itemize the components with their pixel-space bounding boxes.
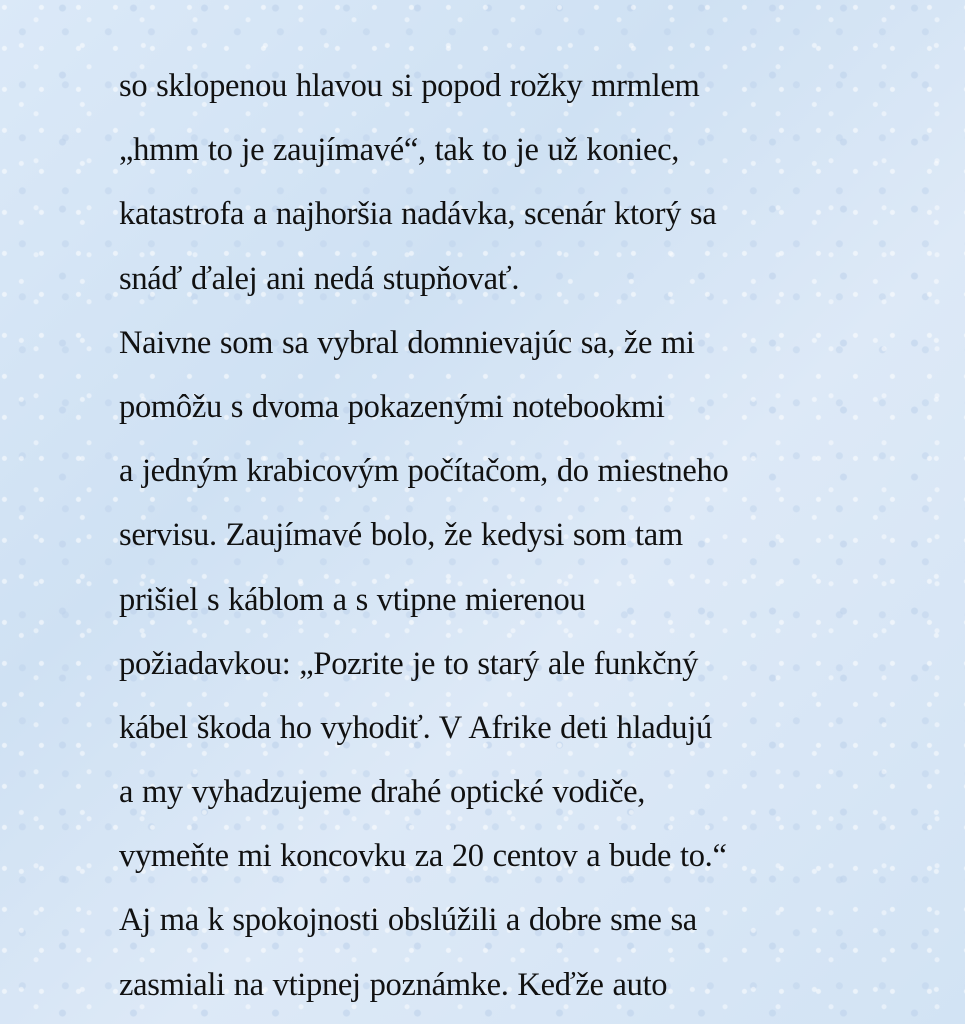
text-line-13: vymeňte mi koncovku za 20 centov a bude to.“ <box>119 838 727 875</box>
text-line-7: a jedným krabicovým počítačom, do miestneho <box>119 453 729 490</box>
text-line-2: „hmm to je zaujímavé“, tak to je už koniec, <box>119 132 680 169</box>
text-line-14: Aj ma k spokojnosti obslúžili a dobre sme sa <box>119 902 697 939</box>
text-line-12: a my vyhadzujeme drahé optické vodiče, <box>119 774 646 811</box>
text-line-4: snáď ďalej ani nedá stupňovať. <box>119 260 520 297</box>
document-text <box>119 60 879 1023</box>
text-line-8: servisu. Zaujímavé bolo, že kedysi som tam <box>119 517 683 554</box>
text-line-3: katastrofa a najhoršia nadávka, scenár ktorý sa <box>119 196 717 233</box>
text-line-9: prišiel s káblom a s vtipne mierenou <box>119 581 586 618</box>
text-line-11: kábel škoda ho vyhodiť. V Afrike deti hladujú <box>119 709 712 746</box>
text-line-10: požiadavkou: „Pozrite je to starý ale funkčný <box>119 645 699 682</box>
text-line-5: Naivne som sa vybral domnievajúc sa, že mi <box>119 324 695 361</box>
text-line-15: zasmiali na vtipnej poznámke. Keďže auto <box>119 966 668 1003</box>
text-line-1: so sklopenou hlavou si popod rožky mrmlem <box>119 68 700 104</box>
text-line-6: pomôžu s dvoma pokazenými notebookmi <box>119 388 665 425</box>
